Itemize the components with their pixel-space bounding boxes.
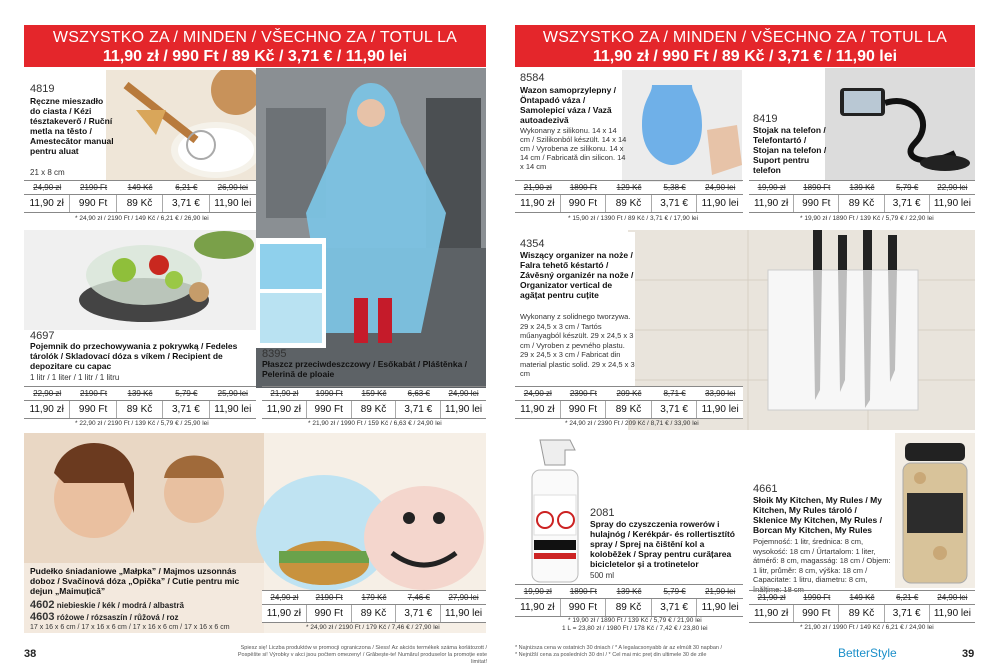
price-table-2081: 19,90 zł 1890 Ft 139 Kč 5,79 € 21,90 lei 11,90 zł 990 Ft 89 Kč 3,71 € 11,90 lei [515,584,743,617]
price-table-8584: 21,90 zł 1890 Ft 129 Kč 5,38 € 24,90 lei 11,90 zł 990 Ft 89 Kč 3,71 € 11,90 lei [515,180,743,213]
variant-4603: 4603 różowe / rózsaszín / růžová / roz [30,611,179,623]
product-name-4602: Pudełko śniadaniowe „Małpka” / Majmos uzsonnás doboz / Svačinová dóza „Opička” / Cutie pentru mic dejun „Maimuțică” [30,566,240,596]
product-size: 21 x 8 cm [30,168,65,177]
price-table-4819: 24,90 zł 2190 Ft 149 Kč 6,21 € 26,90 lei 11,90 zł 990 Ft 89 Kč 3,71 € 11,90 lei [24,180,256,213]
product-name-4354: Wiszący organizer na noże / Falra tehető késtartó / Závěsný organizér na nože / Organizator vertical de agățat pentru cuțite [520,250,634,300]
lowest-price-note: * 24,90 zł / 2390 Ft / 209 Kč / 8,71 € / 33,90 lei [565,420,699,427]
price-banner: WSZYSTKO ZA / MINDEN / VŠECHNO ZA / TOTUL LA 11,90 zł / 990 Ft / 89 Kč / 3,71 € / 11,90 lei [24,25,486,67]
product-name-4661: Słoik My Kitchen, My Rules / My Kitchen, My Rules tároló / Sklenice My Kitchen, My Rules / Borcan My Kitchen, My Rules [753,495,882,535]
jar-image [895,433,975,588]
price-table-8419: 19,90 zł 1890 Ft 139 Kč 5,79 € 22,90 lei 11,90 zł 990 Ft 89 Kč 3,71 € 11,90 lei [749,180,975,213]
price-table-4602: 24,90 zł 2190 Ft 179 Kč 7,46 € 27,90 lei 11,90 zł 990 Ft 89 Kč 3,71 € 11,90 lei [262,590,486,623]
product-size-2081: 500 ml [590,571,615,580]
lowest-price-note: * 24,90 zł / 2190 Ft / 179 Kč / 7,46 € / 27,90 lei [306,624,440,631]
legal-note-left: Spiesz się! Liczba produktów w promocji ograniczona / Siess! Az akciós termékek száma korlátozott / Pospěšte si! Výrobky v akci jsou počtem omezeny! / Grăbește-te! Numărul produselor la promoție este limitat! [237,645,487,665]
product-name-4697: Pojemnik do przechowywania z pokrywką / Fedeles tárolók / Skladovací dóza s víkem / Recipient de depozitare cu capac [30,341,238,371]
lowest-price-note: * 19,90 zł / 1890 Ft / 139 Kč / 5,79 € / 21,90 lei [568,617,702,624]
variant-4602: 4602 niebieskie / kék / modrá / albastră [30,599,184,611]
lowest-price-note: * 24,90 zł / 2190 Ft / 149 Kč / 6,21 € / 26,90 lei [75,215,209,222]
lowest-price-note: * 19,90 zł / 1890 Ft / 139 Kč / 5,79 € / 22,90 lei [800,215,934,222]
product-code-4354: 4354 [520,238,545,250]
page-number-left: 38 [24,648,37,660]
product-code-2081: 2081 [590,507,615,519]
product-size-4697: 1 litr / 1 liter / 1 litr / 1 litru [30,373,120,382]
lowest-price-note: * 15,90 zł / 1390 Ft / 89 Kč / 3,71 € / 17,90 lei [568,215,699,222]
brand-logo: BetterStyle [838,646,897,660]
product-name-8395: Płaszcz przeciwdeszczowy / Esőkabát / Pláštěnka / Pelerină de ploaie [262,359,468,379]
price-banner: WSZYSTKO ZA / MINDEN / VŠECHNO ZA / TOTUL LA 11,90 zł / 990 Ft / 89 Kč / 3,71 € / 11,90 lei [515,25,975,67]
raincoat-image [256,68,486,388]
price-table-4661: 21,90 zł 1990 Ft 149 Kč 6,21 € 24,90 lei 11,90 zł 990 Ft 89 Kč 3,71 € 11,90 lei [749,590,975,623]
price-table-4354: 24,90 zł 2390 Ft 209 Kč 8,71 € 33,90 lei 11,90 zł 990 Ft 89 Kč 3,71 € 11,90 lei [515,386,743,419]
product-code-8584: 8584 [520,72,545,84]
product-desc-4354: Wykonany z solidnego tworzywa. 29 x 24,5 x 3 cm / Tartós műanyagból készült. 29 x 24,5 x 3 cm / Vyroben z pevného plastu. 29 x 24,5 x 3 cm / Fabricat din material plastic solid. 29 x 24,5 x 3 cm [520,312,635,378]
product-code-4661: 4661 [753,483,778,495]
whisk-image [106,70,256,180]
page-number-right: 39 [962,648,975,660]
product-code: 4819 [30,83,55,95]
lowest-price-note: * 21,90 zł / 1990 Ft / 159 Kč / 6,63 € / 24,90 lei [308,420,442,427]
lowest-price-note: * 21,90 zł / 1990 Ft / 149 Kč / 6,21 € / 24,90 lei [800,624,934,631]
product-size-4602: 17 x 16 x 6 cm / 17 x 16 x 6 cm / 17 x 16 x 6 cm / 17 x 16 x 6 cm [30,624,230,631]
product-code-8395: 8395 [262,348,287,360]
container-image [24,230,256,330]
product-name: Ręczne mieszadło do ciasta / Kézi tésztakeverő / Ruční metla na těsto / Amestecător manual pentru aluat [30,96,114,156]
lowest-price-note: * 22,90 zł / 2190 Ft / 139 Kč / 5,79 € / 25,90 lei [75,420,209,427]
product-code-8419: 8419 [753,113,778,125]
price-table-8395: 21,90 zł 1990 Ft 159 Kč 6,63 € 24,90 lei 11,90 zł 990 Ft 89 Kč 3,71 € 11,90 lei [262,386,486,419]
product-desc-4661: Pojemność: 1 litr, średnica: 8 cm, wysokość: 18 cm / Űrtartalom: 1 liter, átmérő: 8 cm, magasság: 18 cm / Objem: 1 litr, průměr: 8 cm, výška: 18 cm / Capacitate: 1 litru, diametru: 8 cm, înălțime: 18 cm [753,537,891,594]
phone-stand-image [825,68,975,180]
vase-image [622,70,742,182]
legal-note-right: * Najniższa cena w ostatnich 30 dniach / * A legalacsonyabb ár az elmúlt 30 napban / * Nejnižší cena za posledních 30 dní / * Cel mai mic preț din ultimele 30 de zile [515,645,722,658]
product-name-8584: Wazon samoprzylepny / Öntapadó váza / Samolepicí váza / Vază autoadezivă [520,85,617,125]
spray-bottle-image [520,435,590,585]
product-desc-8584: Wykonany z silikonu. 14 x 14 cm / Szilikonból készült. 14 x 14 cm / Vyrobena ze silikonu. 14 x 14 cm / Fabricată din silicon. 14 x 14 cm [520,126,627,171]
product-name-2081: Spray do czyszczenia rowerów i hulajnóg / Kerékpár- és rollertisztító spray / Sprej na čištění kol a koloběžek / Spray pentru curățarea bicicletelor și a trotinetelor [590,519,736,569]
product-code-4697: 4697 [30,330,55,342]
product-4819[interactable] [24,70,256,182]
product-name-8419: Stojak na telefon / Telefontartó / Stojan na telefon / Suport pentru telefon [753,125,827,175]
unit-price-note: 1 L = 23,80 zł / 1980 Ft / 178 Kč / 7,42 € / 23,80 lei [562,625,708,632]
price-table-4697: 22,90 zł 2190 Ft 139 Kč 5,79 € 25,90 lei 11,90 zł 990 Ft 89 Kč 3,71 € 11,90 lei [24,386,256,419]
